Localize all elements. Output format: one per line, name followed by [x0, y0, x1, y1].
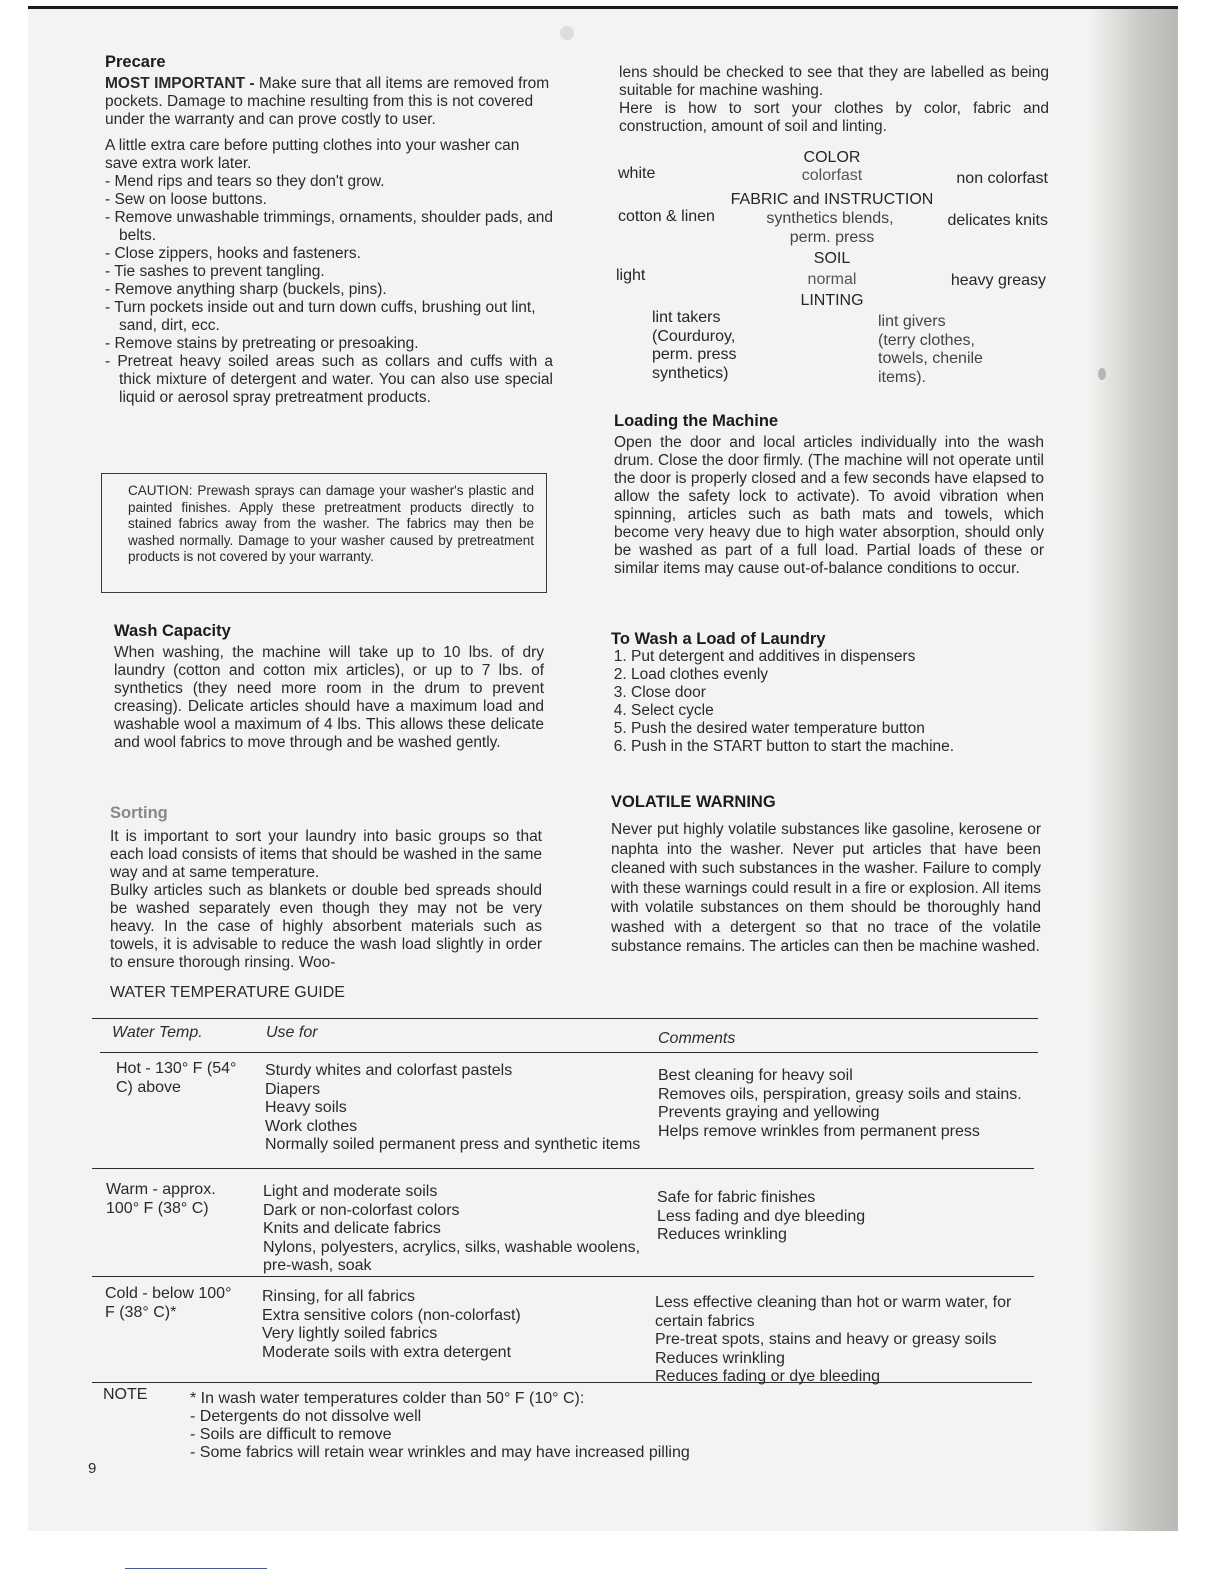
step-item: 5. Push the desired water temperature button	[631, 720, 1041, 738]
use-line: Diapers	[265, 1080, 321, 1098]
fabric-label: FABRIC and INSTRUCTION	[730, 191, 934, 208]
comment-line: Prevents graying and yellowing	[658, 1104, 880, 1121]
sorting-paragraph-1: It is important to sort your laundry into basic groups so that each load consists of items that should be washed in the same way and at same temperature.	[110, 828, 542, 881]
caution-box	[101, 473, 547, 593]
soil-label: SOIL	[813, 250, 851, 267]
sorting-heading: Sorting	[110, 804, 168, 822]
note-line: - Soils are difficult to remove	[190, 1426, 392, 1443]
use-line: Knits and delicate fabrics	[263, 1220, 441, 1237]
row-cold-temp: Cold - below 100° F (38° C)*	[105, 1285, 232, 1321]
comment-line: Safe for fabric finishes	[657, 1189, 816, 1206]
lint-givers-line: (terry clothes,	[878, 331, 975, 349]
step-item: 4. Select cycle	[631, 702, 1041, 720]
list-item: - Remove stains by pretreating or presoaking.	[105, 335, 553, 353]
use-line: Moderate soils with extra detergent	[262, 1343, 512, 1361]
most-important-paragraph	[105, 75, 553, 129]
header-use-for: Use for	[266, 1024, 318, 1041]
loading-text: Open the door and local articles individually into the wash drum. Close the door firmly. (The machine will not operate until the door is properly closed and a few seconds have elapsed to allow the safety lock to activate). To avoid vibration when spinning, articles such as bath mats and towels, which become very heavy due to high water absorption, should only be washed as part of a full load. Partial loads of these or similar items may cause out-of-balance conditions to occur.	[614, 434, 1044, 577]
header-rule	[100, 1052, 1038, 1053]
soil-light: light	[616, 267, 646, 284]
row-rule	[92, 1276, 1034, 1277]
loading-heading: Loading the Machine	[614, 412, 779, 430]
comment-line: Reduces wrinkling	[657, 1226, 787, 1243]
comment-line: Helps remove wrinkles from permanent press	[658, 1122, 980, 1140]
color-label: COLOR	[803, 149, 861, 166]
step-item: 6. Push in the START button to start the machine.	[631, 738, 1041, 756]
precare-section	[105, 53, 553, 407]
comment-line: Reduces wrinkling	[655, 1349, 785, 1367]
note-line: * In wash water temperatures colder than 50° F (10° C):	[190, 1390, 585, 1407]
most-important-text: Make sure that all items are removed from pockets. Damage to machine resulting from this is not covered under the warranty and can prove costly to user.	[105, 75, 550, 128]
wash-capacity-text: When washing, the machine will take up to 10 lbs. of dry laundry (cotton and cotton mix articles), or up to 7 lbs. of synthetics (they need more room in the drum to prevent creasing). Delicate articles should have a maximum load and washable wool a maximum of 4 lbs. This allows these delicate and wool fabrics to move through and be washed gently.	[114, 644, 544, 751]
comment-line: Less effective cleaning than hot or warm water, for certain fabrics	[655, 1294, 1012, 1330]
table-top-rule	[92, 1018, 1038, 1019]
wash-capacity-section	[114, 622, 544, 752]
loading-section	[614, 412, 1044, 578]
list-item: - Pretreat heavy soiled areas such as collars and cuffs with a thick mixture of detergent and water. You can also use special liquid or aerosol spray pretreatment products.	[105, 353, 553, 407]
sorting-paragraph-4: Here is how to sort your clothes by color, fabric and construction, amount of soil and linting.	[619, 100, 1049, 135]
row-hot-comments	[658, 1067, 1028, 1141]
lint-takers-line: synthetics)	[652, 364, 729, 382]
color-white: white	[618, 165, 656, 182]
soil-normal: normal	[807, 271, 857, 288]
underline-mark	[125, 1568, 267, 1569]
note-lines	[190, 1390, 810, 1462]
lint-takers-line: perm. press	[652, 346, 737, 363]
sorting-guide	[616, 146, 1050, 391]
use-line: Extra sensitive colors (non-colorfast)	[262, 1306, 521, 1324]
use-line: Normally soiled permanent press and synthetic items	[265, 1136, 641, 1153]
use-line: Sturdy whites and colorfast pastels	[265, 1062, 513, 1079]
row-rule	[92, 1168, 1034, 1169]
page-number: 9	[88, 1460, 97, 1477]
fabric-perm-press: perm. press	[789, 229, 875, 246]
use-line: Work clothes	[265, 1117, 358, 1135]
scan-speck	[560, 26, 574, 40]
precare-list	[105, 173, 553, 407]
note-line: - Some fabrics will retain wear wrinkles and may have increased pilling	[190, 1444, 690, 1461]
step-item: 2. Load clothes evenly	[631, 666, 1041, 684]
caution-text: CAUTION: Prewash sprays can damage your washer's plastic and painted finishes. Apply these pretreatment products directly to stained fabrics away from the washer. The fabrics may then be washed normally. Damage to your washer caused by pretreatment products is not covered by your warranty.	[128, 483, 534, 564]
lint-takers-line: lint takers	[652, 309, 721, 326]
list-item: - Close zippers, hooks and fasteners.	[105, 245, 553, 263]
list-item: - Remove anything sharp (buckels, pins).	[105, 281, 553, 299]
use-line: Dark or non-colorfast colors	[263, 1201, 460, 1219]
comment-line: Less fading and dye bleeding	[657, 1207, 866, 1225]
scan-speck	[1098, 368, 1106, 380]
use-line: Heavy soils	[265, 1099, 347, 1116]
sorting-section	[110, 804, 542, 972]
step-item: 1. Put detergent and additives in dispensers	[631, 648, 1041, 666]
fabric-delicates: delicates knits	[947, 212, 1048, 229]
use-line: Nylons, polyesters, acrylics, silks, washable woolens, pre-wash, soak	[263, 1238, 641, 1274]
volatile-text: Never put highly volatile substances like gasoline, kerosene or naphta into the washer. Never put articles that have been cleaned with such substances in the washer. Failure to comply with these warnings could result in a fire or explosion. All items with volatile substances on them should be thoroughly hand washed with a detergent so that no trace of the volatile substance remains. The articles can then be machine washed.	[611, 821, 1041, 955]
row-cold-use	[262, 1288, 642, 1362]
list-item: - Turn pockets inside out and turn down cuffs, brushing out lint, sand, dirt, ecc.	[105, 299, 553, 335]
temp-guide-title: WATER TEMPERATURE GUIDE	[110, 984, 345, 1001]
note-label: NOTE	[103, 1386, 148, 1403]
step-item: 3. Close door	[631, 684, 1041, 702]
color-non-colorfast: non colorfast	[956, 170, 1048, 187]
comment-line: Pre-treat spots, stains and heavy or greasy soils	[655, 1331, 997, 1348]
row-warm-comments	[657, 1189, 1027, 1245]
precare-intro: A little extra care before putting clothes into your washer can save extra work later.	[105, 137, 520, 172]
lint-givers	[878, 313, 983, 387]
to-wash-heading: To Wash a Load of Laundry	[611, 630, 826, 648]
fabric-synthetics: synthetics blends,	[766, 210, 894, 227]
lint-givers-line: lint givers	[878, 313, 946, 330]
volatile-heading: VOLATILE WARNING	[611, 793, 776, 811]
volatile-section	[611, 793, 1041, 957]
precare-heading: Precare	[105, 53, 166, 71]
header-comments: Comments	[658, 1030, 736, 1047]
row-warm-use	[263, 1183, 643, 1276]
sorting-paragraph-3: lens should be checked to see that they are labelled as being suitable for machine washing.	[619, 64, 1049, 99]
lint-takers-line: (Courduroy,	[652, 327, 736, 345]
sorting-continued	[619, 64, 1049, 136]
list-item: - Sew on loose buttons.	[105, 191, 553, 209]
use-line: Very lightly soiled fabrics	[262, 1325, 438, 1342]
lint-givers-line: towels, chenile	[878, 350, 983, 367]
list-item: - Mend rips and tears so they don't grow.	[105, 173, 553, 191]
table-bottom-rule	[92, 1382, 1032, 1383]
fabric-cotton-linen: cotton & linen	[618, 208, 715, 225]
linting-label: LINTING	[800, 292, 864, 309]
use-line: Light and moderate soils	[263, 1183, 438, 1200]
page-edge-shadow	[1088, 9, 1178, 1531]
row-cold-comments	[655, 1294, 1035, 1387]
list-item: - Tie sashes to prevent tangling.	[105, 263, 553, 281]
color-colorfast: colorfast	[801, 167, 863, 184]
comment-line: Reduces fading or dye bleeding	[655, 1368, 881, 1385]
list-item: - Remove unwashable trimmings, ornaments, shoulder pads, and belts.	[105, 209, 553, 245]
to-wash-section	[611, 630, 1041, 756]
soil-heavy-greasy: heavy greasy	[950, 272, 1046, 289]
most-important-label: MOST IMPORTANT -	[105, 75, 255, 92]
to-wash-steps	[611, 648, 1041, 756]
use-line: Rinsing, for all fabrics	[262, 1288, 415, 1305]
sorting-paragraph-2: Bulky articles such as blankets or double bed spreads should be washed separately even though they may not be very heavy. In the case of highly absorbent materials such as towels, it is advisable to reduce the wash load slightly in order to ensure thorough rinsing. Woo-	[110, 882, 542, 971]
lint-givers-line: items).	[878, 368, 926, 386]
lint-takers	[652, 309, 736, 383]
row-warm-temp: Warm - approx. 100° F (38° C)	[106, 1181, 216, 1217]
comment-line: Best cleaning for heavy soil	[658, 1067, 853, 1084]
row-hot-temp: Hot - 130° F (54° C) above	[116, 1060, 237, 1096]
note-line: - Detergents do not dissolve well	[190, 1408, 422, 1425]
wash-capacity-heading: Wash Capacity	[114, 622, 231, 640]
header-water-temp: Water Temp.	[112, 1024, 203, 1041]
comment-line: Removes oils, perspiration, greasy soils and stains.	[658, 1085, 1022, 1103]
row-hot-use	[265, 1062, 645, 1155]
